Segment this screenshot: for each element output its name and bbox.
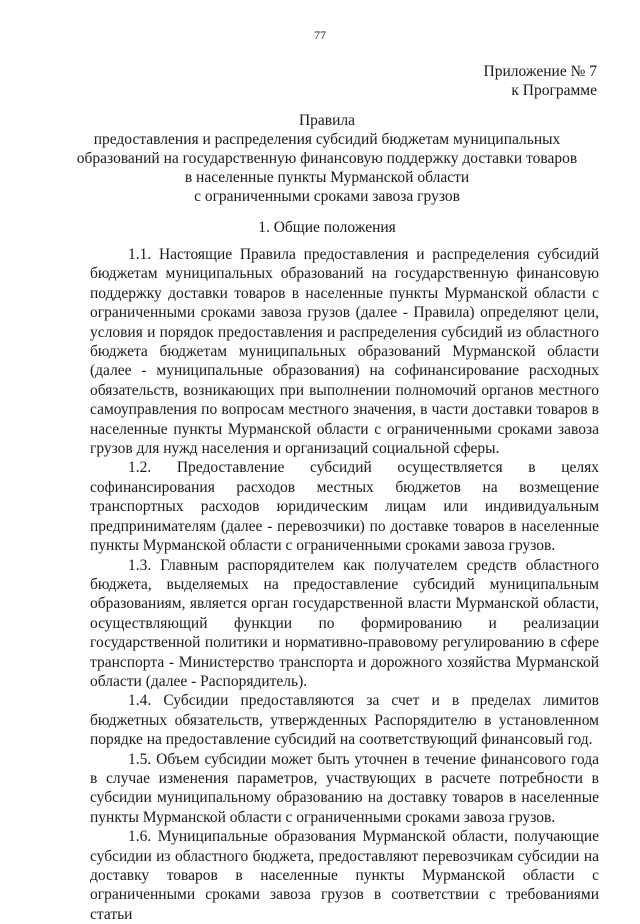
document-title: [50, 111, 604, 206]
body-text: [90, 245, 599, 924]
section-heading: 1. Общие положения: [258, 219, 396, 236]
paragraph-1-6: 1.6. Муниципальные образования Мурманской области, получающие субсидии из областного бюджета, предоставляют перевозчикам субсидии на доставку товаров в населенные пункты Мурманской области с ограниченными сроками завоза грузов в соответствии с требованиями статьи: [90, 828, 599, 923]
paragraph-1-4: 1.4. Субсидии предоставляются за счет и в пределах лимитов бюджетных обязательств, утвержденных Распорядителю в установленном порядке на предоставление субсидий на соответствующий финансовый год.: [90, 692, 599, 749]
paragraph-1-2: 1.2. Предоставление субсидий осуществляется в целях софинансирования расходов местных бюджетов на возмещение транспортных расходов юридическим лицам или индивидуальным предпринимателям (далее - перевозчики) по доставке товаров в населенные пункты Мурманской области с ограниченными сроками завоза грузов.: [90, 459, 599, 555]
appendix-reference: [484, 62, 597, 100]
title-line-5: с ограниченными сроками завоза грузов: [194, 188, 460, 205]
title-line-3: образований на государственную финансовую поддержку доставки товаров: [76, 150, 578, 167]
appendix-line-1: Приложение № 7: [483, 63, 597, 80]
title-line-2: предоставления и распределения субсидий бюджетам муниципальных: [93, 131, 561, 148]
appendix-line-2: к Программе: [511, 82, 597, 99]
paragraph-1-5: 1.5. Объем субсидии может быть уточнен в течение финансового года в случае изменения параметров, участвующих в расчете потребности в субсидии муниципальному образованию на доставку товаров в населенные пункты Мурманской области с ограниченными сроками завоза грузов.: [90, 750, 599, 826]
page-number: 77: [314, 28, 326, 42]
paragraph-1-3: 1.3. Главным распорядителем как получателем средств областного бюджета, выделяемых на предоставление субсидий муниципальным образованиям, является орган государственной власти Мурманской области, осуществляющий функции по формированию и реализации государственной политики и нормативно-правовому регулированию в сфере транспорта - Министерство транспорта и дорожного хозяйства Мурманской области (далее - Распорядитель).: [90, 556, 599, 690]
title-line-1: Правила: [298, 112, 356, 129]
paragraph-1-1: 1.1. Настоящие Правила предоставления и распределения субсидий бюджетам муниципальных образований на государственную финансовую поддержку доставки товаров в населенные пункты Мурманской области с ограниченными сроками завоза грузов (далее - Правила) определяют цели, условия и порядок предоставления и распределения субсидий из областного бюджета бюджетам муниципальных образований Мурманской области (далее - муниципальные образования) на софинансирование расходных обязательств, возникающих при выполнении полномочий органов местного самоуправления по вопросам местного значения, в части доставки товаров в населенные пункты Мурманской области с ограниченными сроками завоза грузов для нужд населения и организаций социальной сферы.: [90, 246, 599, 458]
title-line-4: в населенные пункты Мурманской области: [184, 169, 470, 186]
